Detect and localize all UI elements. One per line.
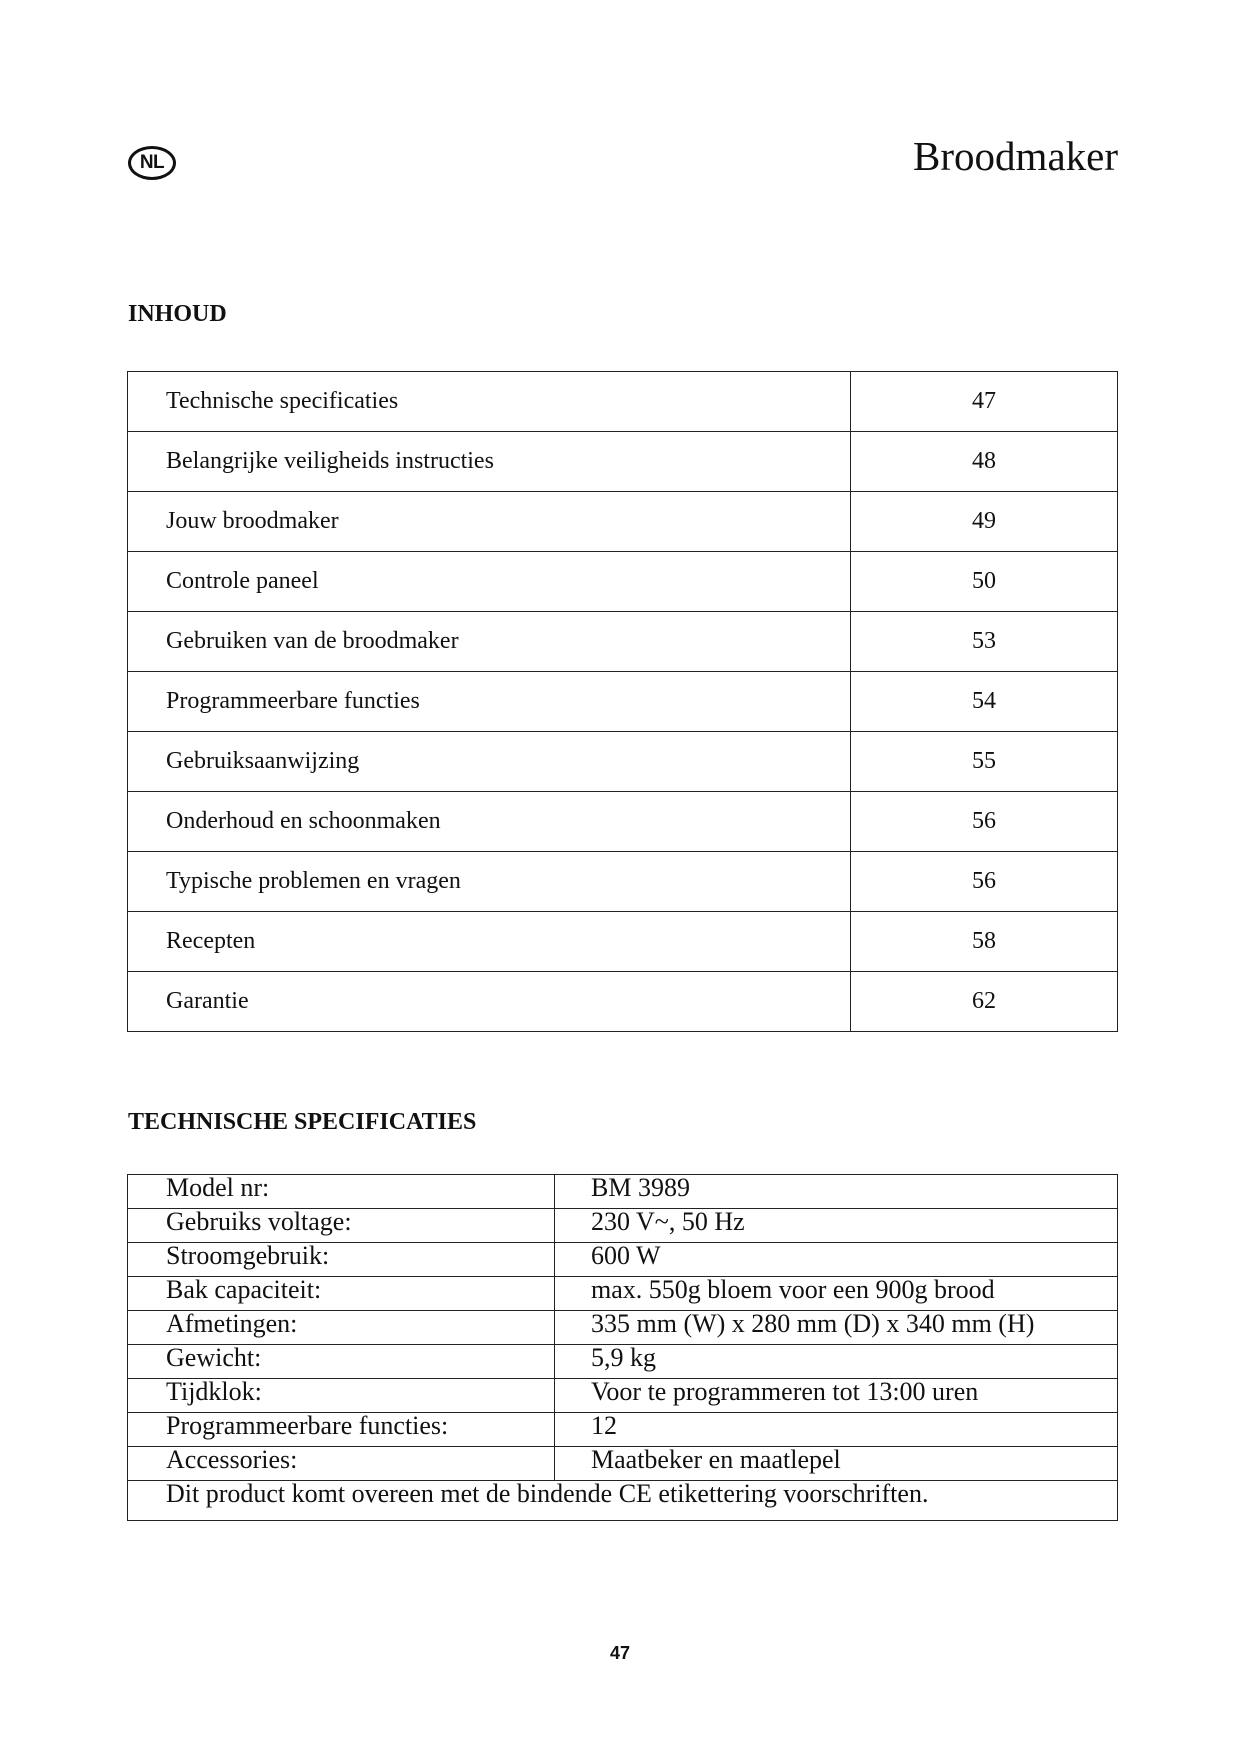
contents-page: 49 [851, 492, 1118, 552]
spec-row [128, 1243, 1118, 1277]
spec-key: Programmeerbare functies: [128, 1413, 555, 1447]
specifications-table [127, 1174, 1118, 1521]
spec-value: Voor te programmeren tot 13:00 uren [555, 1379, 1118, 1413]
contents-label: Garantie [128, 972, 851, 1032]
spec-key: Tijdklok: [128, 1379, 555, 1413]
contents-label: Controle paneel [128, 552, 851, 612]
spec-value: Maatbeker en maatlepel [555, 1447, 1118, 1481]
contents-table [127, 371, 1118, 1032]
contents-row [128, 552, 1118, 612]
contents-label: Gebruiksaanwijzing [128, 732, 851, 792]
spec-value: BM 3989 [555, 1175, 1118, 1209]
contents-label: Jouw broodmaker [128, 492, 851, 552]
spec-row [128, 1345, 1118, 1379]
contents-row [128, 672, 1118, 732]
spec-value: 5,9 kg [555, 1345, 1118, 1379]
contents-label: Recepten [128, 912, 851, 972]
contents-row [128, 732, 1118, 792]
spec-value: max. 550g bloem voor een 900g brood [555, 1277, 1118, 1311]
contents-row [128, 492, 1118, 552]
contents-row [128, 972, 1118, 1032]
spec-value: 230 V~, 50 Hz [555, 1209, 1118, 1243]
contents-label: Onderhoud en schoonmaken [128, 792, 851, 852]
language-badge: NL [128, 146, 176, 180]
contents-label: Technische specificaties [128, 372, 851, 432]
contents-row [128, 372, 1118, 432]
spec-note: Dit product komt overeen met de bindende CE etikettering voorschriften. [128, 1481, 1118, 1521]
contents-row [128, 912, 1118, 972]
contents-row [128, 612, 1118, 672]
contents-row [128, 792, 1118, 852]
spec-key: Afmetingen: [128, 1311, 555, 1345]
spec-row [128, 1379, 1118, 1413]
spec-row [128, 1277, 1118, 1311]
spec-row [128, 1209, 1118, 1243]
spec-key: Accessories: [128, 1447, 555, 1481]
contents-page: 56 [851, 852, 1118, 912]
contents-label: Belangrijke veiligheids instructies [128, 432, 851, 492]
spec-value: 335 mm (W) x 280 mm (D) x 340 mm (H) [555, 1311, 1118, 1345]
contents-page: 48 [851, 432, 1118, 492]
contents-page: 56 [851, 792, 1118, 852]
spec-value: 12 [555, 1413, 1118, 1447]
spec-value: 600 W [555, 1243, 1118, 1277]
contents-page: 62 [851, 972, 1118, 1032]
contents-page: 50 [851, 552, 1118, 612]
spec-note-row [128, 1481, 1118, 1521]
contents-page: 58 [851, 912, 1118, 972]
spec-row [128, 1447, 1118, 1481]
contents-label: Programmeerbare functies [128, 672, 851, 732]
spec-key: Gewicht: [128, 1345, 555, 1379]
spec-key: Stroomgebruik: [128, 1243, 555, 1277]
contents-row [128, 432, 1118, 492]
contents-heading: INHOUD [128, 301, 227, 327]
spec-row [128, 1413, 1118, 1447]
contents-row [128, 852, 1118, 912]
contents-label: Gebruiken van de broodmaker [128, 612, 851, 672]
document-title: Broodmaker [913, 133, 1118, 179]
contents-label: Typische problemen en vragen [128, 852, 851, 912]
spec-row [128, 1175, 1118, 1209]
contents-page: 55 [851, 732, 1118, 792]
spec-key: Model nr: [128, 1175, 555, 1209]
page-number: 47 [609, 1643, 631, 1663]
spec-row [128, 1311, 1118, 1345]
spec-key: Bak capaciteit: [128, 1277, 555, 1311]
specifications-heading: TECHNISCHE SPECIFICATIES [128, 1109, 477, 1135]
contents-page: 47 [851, 372, 1118, 432]
contents-page: 54 [851, 672, 1118, 732]
spec-key: Gebruiks voltage: [128, 1209, 555, 1243]
contents-page: 53 [851, 612, 1118, 672]
